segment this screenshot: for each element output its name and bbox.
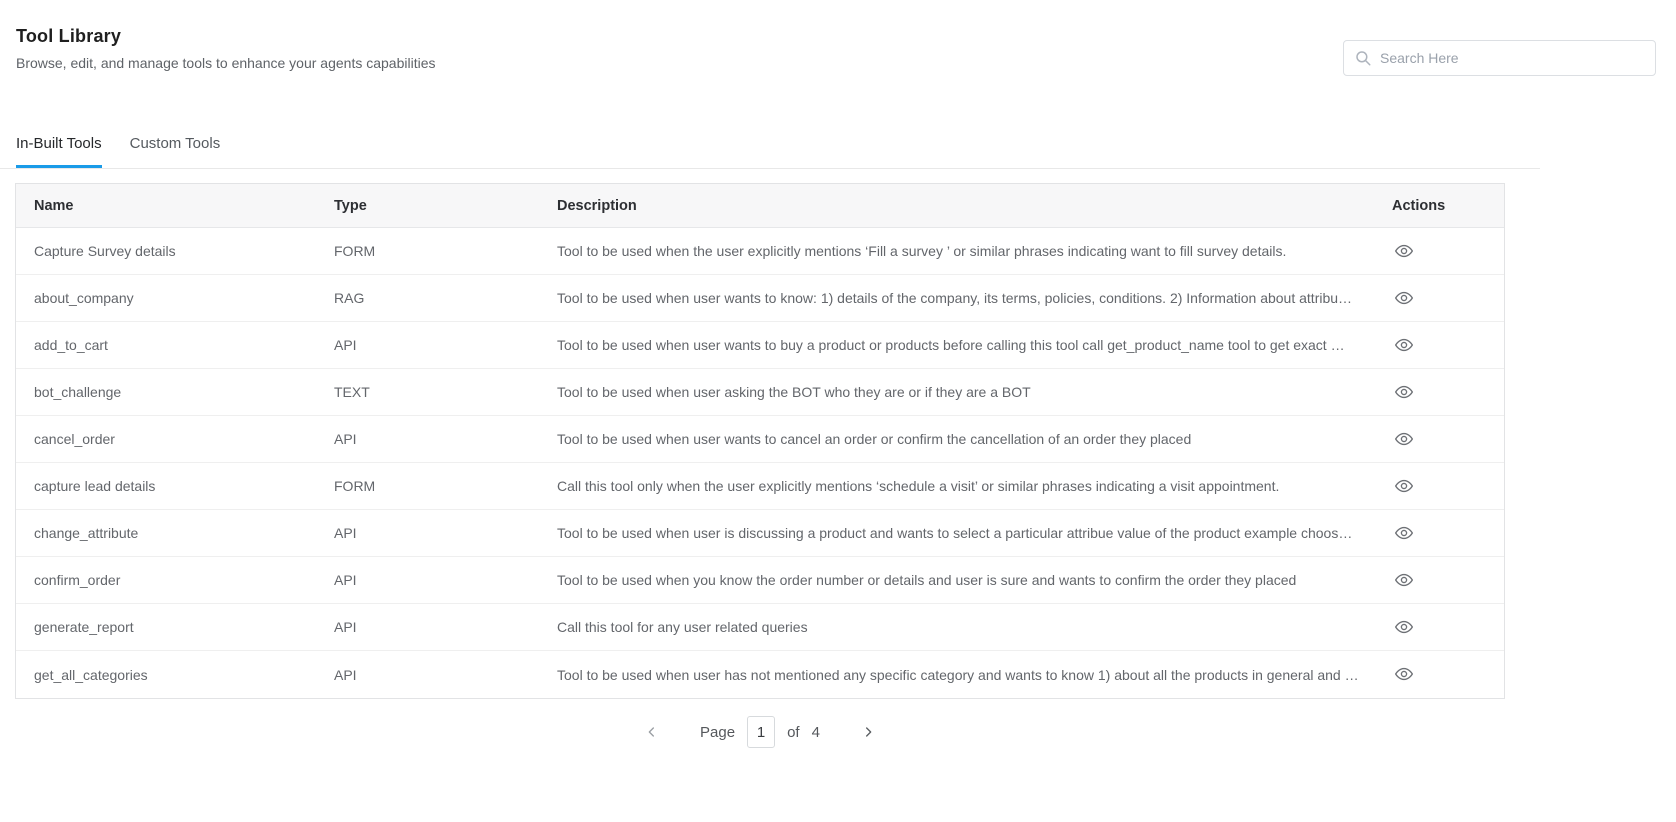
page-header xyxy=(16,26,436,71)
next-page-button[interactable] xyxy=(856,720,880,744)
eye-icon xyxy=(1394,664,1414,684)
page-of-label: of xyxy=(787,723,800,741)
table-row xyxy=(16,463,1504,510)
table-header-row xyxy=(16,184,1504,228)
search-icon xyxy=(1354,49,1372,67)
column-header-description: Description xyxy=(557,197,637,214)
view-tool-button[interactable] xyxy=(1392,239,1416,263)
column-header-name: Name xyxy=(34,197,74,214)
tab-bar xyxy=(0,127,1540,169)
eye-icon xyxy=(1394,476,1414,496)
tool-actions xyxy=(1374,380,1504,405)
tool-description: Call this tool only when the user explicitly mentions ‘schedule a visit’ or similar phrases indicating a visit appointment. xyxy=(557,478,1280,494)
page-label: Page xyxy=(700,723,736,741)
tool-type: FORM xyxy=(334,243,376,259)
chevron-left-icon xyxy=(644,724,660,740)
total-pages: 4 xyxy=(811,723,820,741)
tool-type: API xyxy=(334,525,357,541)
eye-icon xyxy=(1394,288,1414,308)
eye-icon xyxy=(1394,570,1414,590)
tool-type: API xyxy=(334,431,357,447)
view-tool-button[interactable] xyxy=(1392,474,1416,498)
tool-name: about_company xyxy=(34,290,134,306)
column-header-actions: Actions xyxy=(1392,197,1446,214)
tool-type: TEXT xyxy=(334,384,370,400)
tool-type: API xyxy=(334,666,357,683)
column-header-type: Type xyxy=(334,197,367,214)
table-row xyxy=(16,322,1504,369)
tool-actions xyxy=(1374,615,1504,640)
page-title: Tool Library xyxy=(16,26,122,46)
table-row xyxy=(16,369,1504,416)
search-box[interactable] xyxy=(1343,40,1656,76)
tool-name: Capture Survey details xyxy=(34,243,176,259)
tool-description: Tool to be used when user wants to buy a product or products before calling this tool call get_product_name tool to get exact … xyxy=(557,337,1345,353)
tools-table xyxy=(15,183,1505,699)
tool-name: change_attribute xyxy=(34,525,139,541)
tool-type: RAG xyxy=(334,290,365,306)
eye-icon xyxy=(1394,335,1414,355)
tool-description: Tool to be used when you know the order number or details and user is sure and wants to confirm the order they placed xyxy=(557,572,1297,588)
page-number-input[interactable] xyxy=(747,716,775,748)
previous-page-button[interactable] xyxy=(640,720,664,744)
table-row xyxy=(16,604,1504,651)
view-tool-button[interactable] xyxy=(1392,662,1416,686)
tool-name: capture lead details xyxy=(34,478,156,494)
tool-actions xyxy=(1374,239,1504,264)
page-subtitle: Browse, edit, and manage tools to enhance your agents capabilities xyxy=(16,55,436,71)
view-tool-button[interactable] xyxy=(1392,286,1416,310)
tool-actions xyxy=(1374,662,1504,687)
view-tool-button[interactable] xyxy=(1392,615,1416,639)
tool-description: Tool to be used when the user explicitly mentions ‘Fill a survey ’ or similar phrases indicating want to fill survey details. xyxy=(557,243,1287,259)
view-tool-button[interactable] xyxy=(1392,521,1416,545)
view-tool-button[interactable] xyxy=(1392,427,1416,451)
search-input[interactable] xyxy=(1380,50,1645,66)
tool-name: get_all_categories xyxy=(34,666,148,683)
tool-type: API xyxy=(334,337,357,353)
tool-description: Tool to be used when user wants to cancel an order or confirm the cancellation of an order they placed xyxy=(557,431,1192,447)
table-row xyxy=(16,416,1504,463)
view-tool-button[interactable] xyxy=(1392,568,1416,592)
tab-in-built-tools[interactable]: In-Built Tools xyxy=(16,127,102,168)
tool-description: Tool to be used when user asking the BOT who they are or if they are a BOT xyxy=(557,384,1031,400)
eye-icon xyxy=(1394,382,1414,402)
tool-actions xyxy=(1374,333,1504,358)
table-body xyxy=(16,228,1504,698)
table-row xyxy=(16,557,1504,604)
eye-icon xyxy=(1394,617,1414,637)
eye-icon xyxy=(1394,429,1414,449)
tool-description: Call this tool for any user related queries xyxy=(557,619,808,635)
table-row xyxy=(16,510,1504,557)
tool-type: API xyxy=(334,619,357,635)
tool-type: FORM xyxy=(334,478,376,494)
tool-name: confirm_order xyxy=(34,572,121,588)
view-tool-button[interactable] xyxy=(1392,380,1416,404)
table-row xyxy=(16,228,1504,275)
eye-icon xyxy=(1394,241,1414,261)
tool-description: Tool to be used when user wants to know: 1) details of the company, its terms, policies, conditions. 2) Information about attribu… xyxy=(557,290,1353,306)
tab-custom-tools[interactable]: Custom Tools xyxy=(129,135,221,152)
tool-actions xyxy=(1374,568,1504,593)
eye-icon xyxy=(1394,523,1414,543)
tool-type: API xyxy=(334,572,357,588)
tool-name: generate_report xyxy=(34,619,134,635)
pagination xyxy=(15,716,1505,748)
tool-actions xyxy=(1374,521,1504,546)
tool-name: add_to_cart xyxy=(34,337,108,353)
view-tool-button[interactable] xyxy=(1392,333,1416,357)
table-row xyxy=(16,275,1504,322)
tool-description: Tool to be used when user is discussing a product and wants to select a particular attribue value of the product example choos… xyxy=(557,525,1353,541)
tool-description: Tool to be used when user has not mentioned any specific category and wants to know 1) about all the products in general and … xyxy=(557,666,1359,683)
table-row xyxy=(16,651,1504,698)
tool-name: cancel_order xyxy=(34,431,115,447)
tool-actions xyxy=(1374,286,1504,311)
tool-name: bot_challenge xyxy=(34,384,122,400)
chevron-right-icon xyxy=(860,724,876,740)
tool-actions xyxy=(1374,474,1504,499)
tool-actions xyxy=(1374,427,1504,452)
